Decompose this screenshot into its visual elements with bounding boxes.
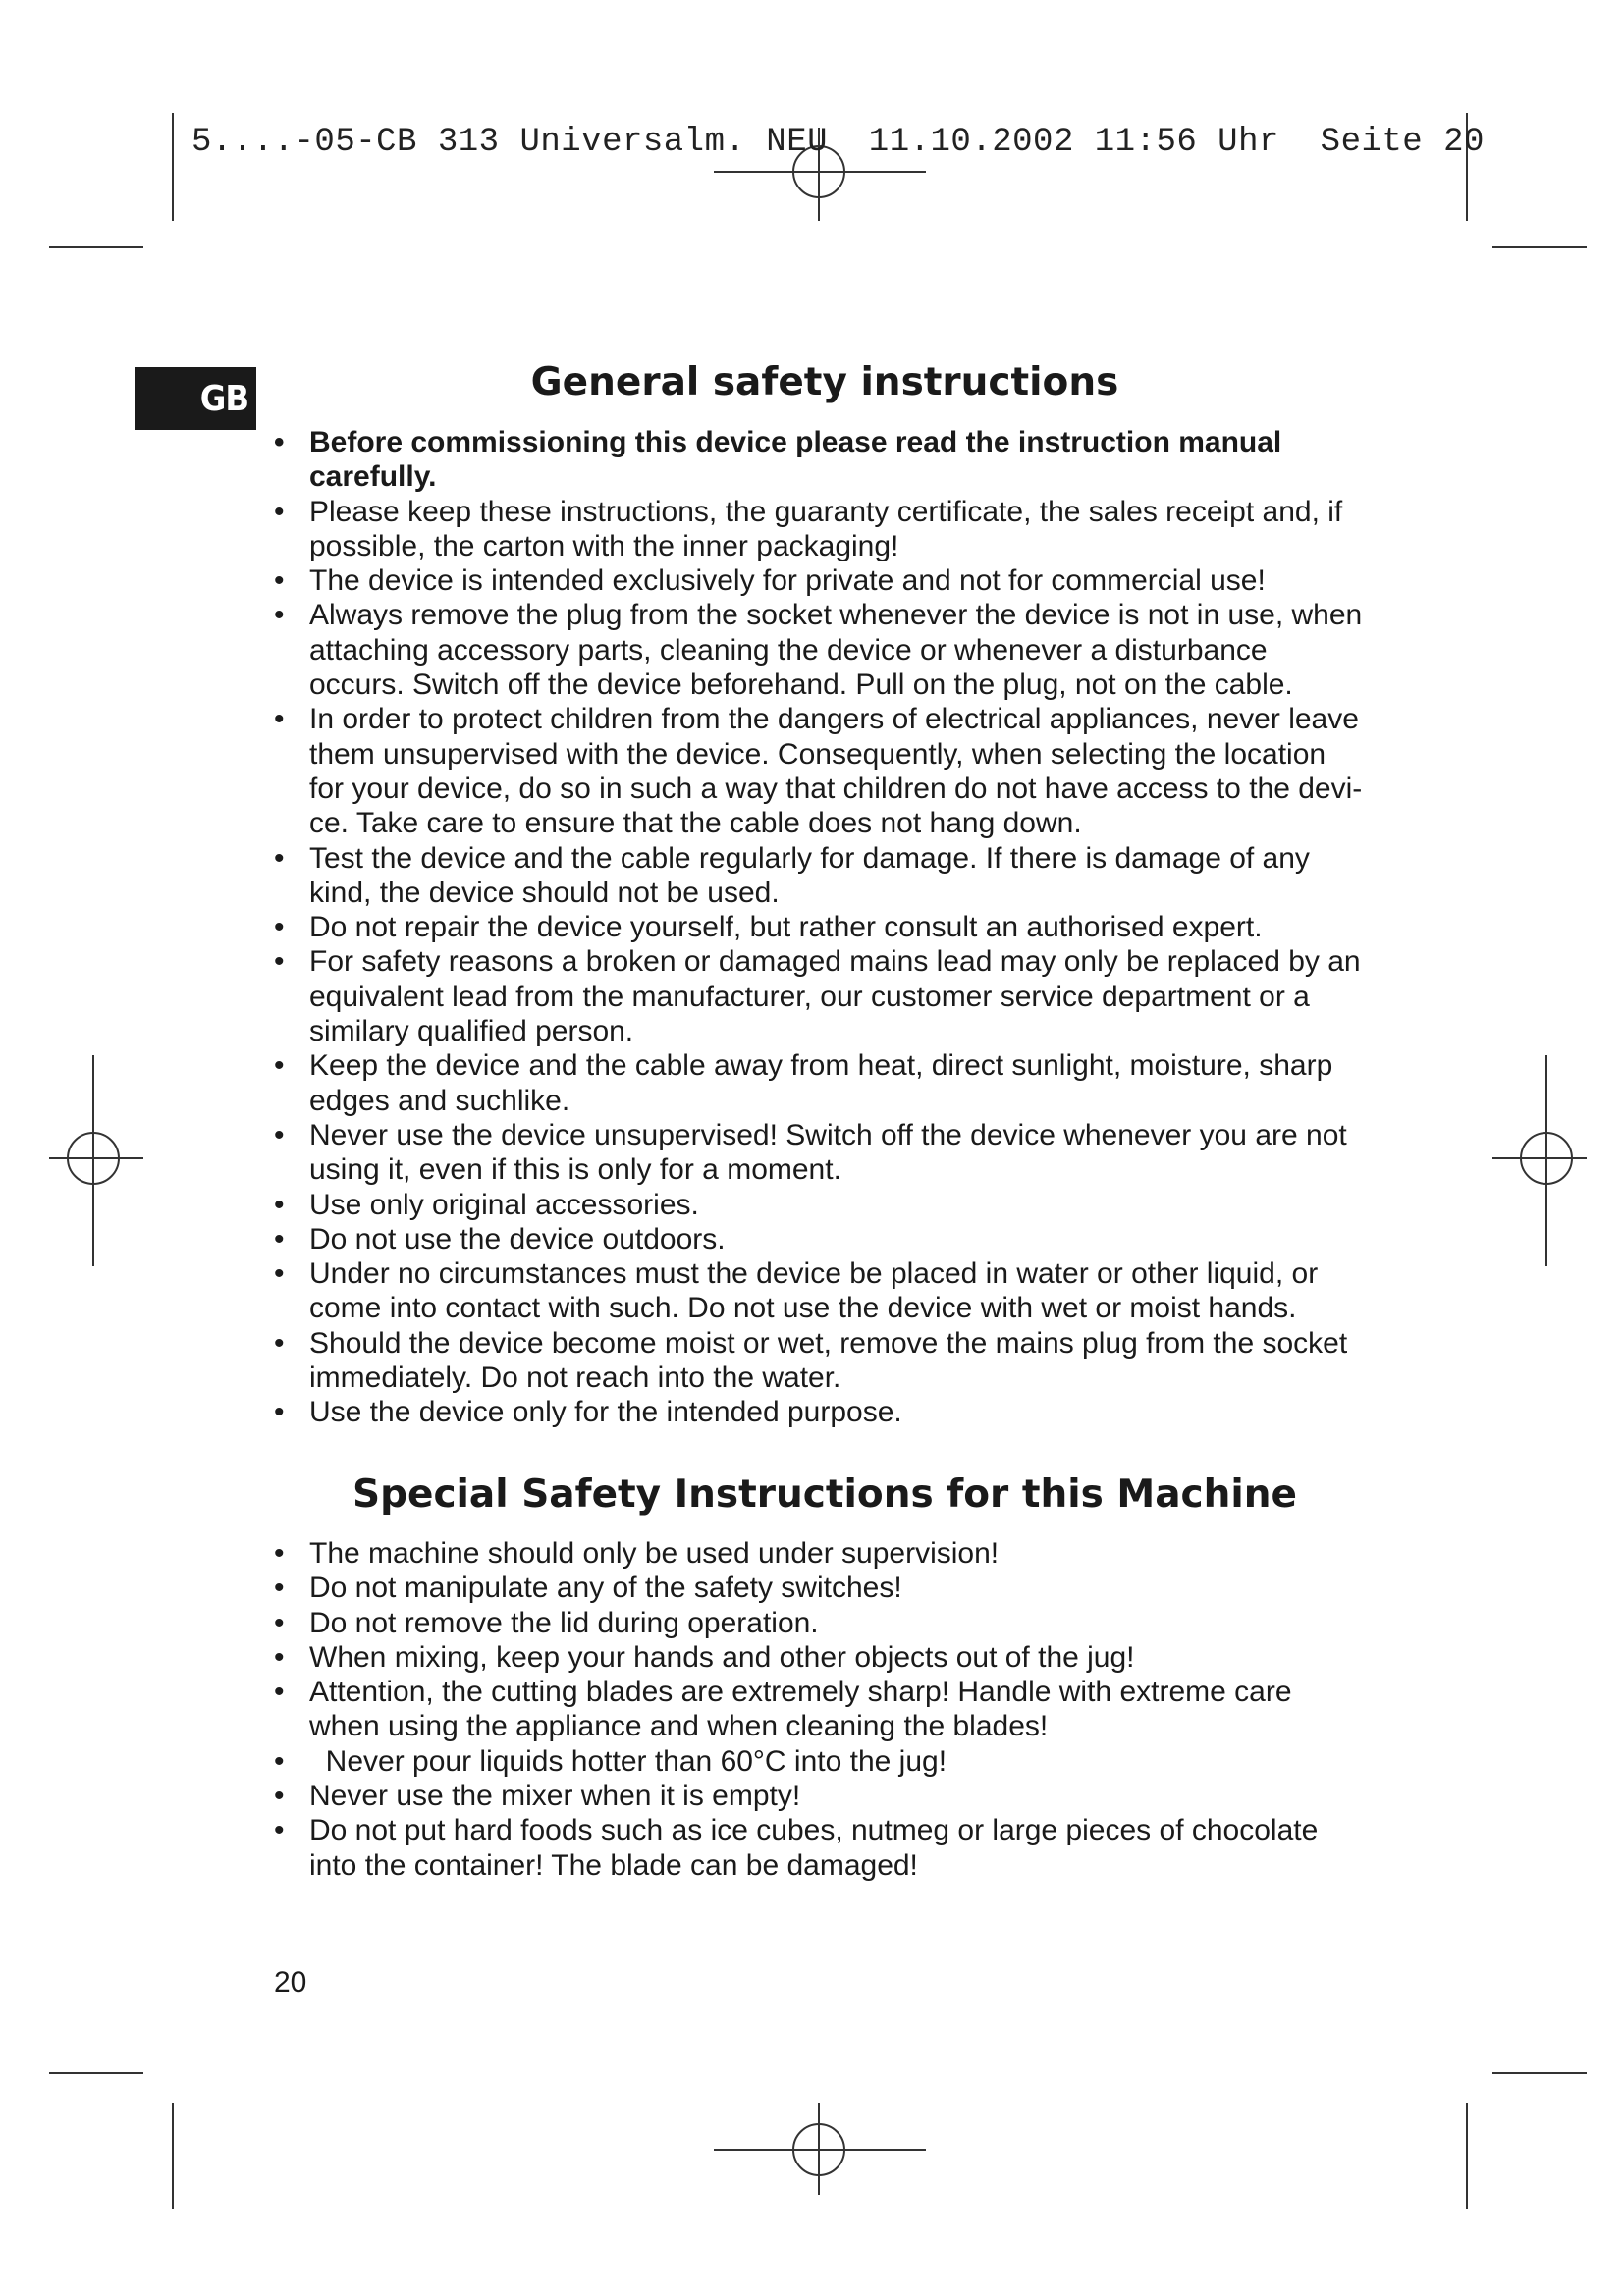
list-item: • The machine should only be used under supervision! bbox=[272, 1536, 1391, 1571]
list-item: • Under no circumstances must the device be placed in water or other liquid, or come into contact with such. Do not use the device with wet or moist hands. bbox=[272, 1256, 1391, 1326]
page-number: 20 bbox=[274, 1966, 307, 1999]
list-item: • Never use the device unsupervised! Switch off the device whenever you are not using it, even if this is only for a moment. bbox=[272, 1118, 1391, 1188]
list-item: • Test the device and the cable regularly for damage. If there is damage of any kind, the device should not be used. bbox=[272, 841, 1391, 911]
special-safety-list bbox=[272, 1536, 1391, 1883]
list-item: • Do not manipulate any of the safety switches! bbox=[272, 1571, 1391, 1605]
list-item: • Never pour liquids hotter than 60°C into the jug! bbox=[272, 1744, 1391, 1779]
list-item: • The device is intended exclusively for private and not for commercial use! bbox=[272, 563, 1391, 598]
list-item: • Attention, the cutting blades are extremely sharp! Handle with extreme care when using the appliance and when cleaning the blades! bbox=[272, 1675, 1391, 1744]
list-item: • Before commissioning this device please read the instruction manual carefully. bbox=[272, 425, 1391, 495]
general-safety-title: General safety instructions bbox=[530, 360, 1119, 404]
list-item: • Use the device only for the intended purpose. bbox=[272, 1395, 1391, 1429]
list-item: • Should the device become moist or wet, remove the mains plug from the socket immediately. Do not reach into the water. bbox=[272, 1326, 1391, 1396]
special-safety-title: Special Safety Instructions for this Machine bbox=[352, 1472, 1297, 1517]
list-item: • Please keep these instructions, the guaranty certificate, the sales receipt and, if possible, the carton with the inner packaging! bbox=[272, 495, 1391, 564]
list-item: • Do not repair the device yourself, but rather consult an authorised expert. bbox=[272, 910, 1391, 944]
list-item: • Use only original accessories. bbox=[272, 1188, 1391, 1222]
list-item: • Do not put hard foods such as ice cubes, nutmeg or large pieces of chocolate into the container! The blade can be damaged! bbox=[272, 1813, 1391, 1883]
list-item: • When mixing, keep your hands and other objects out of the jug! bbox=[272, 1640, 1391, 1675]
language-tab: GB bbox=[135, 367, 256, 430]
list-item: • For safety reasons a broken or damaged mains lead may only be replaced by an equivalent lead from the manufacturer, our customer service department or a similary qualified person. bbox=[272, 944, 1391, 1048]
list-item: • In order to protect children from the dangers of electrical appliances, never leave them unsupervised with the device. Consequently, when selecting the location for your device, do so in such a way that children do not have access to the devi- ce. Take care to ensure that the cable does not hang down. bbox=[272, 702, 1391, 840]
print-slug-header: 5....-05-CB 313 Universalm. NEU 11.10.2002 11:56 Uhr Seite 20 bbox=[191, 124, 1485, 161]
list-item: • Never use the mixer when it is empty! bbox=[272, 1779, 1391, 1813]
list-item: • Keep the device and the cable away from heat, direct sunlight, moisture, sharp edges and suchlike. bbox=[272, 1048, 1391, 1118]
list-item: • Do not use the device outdoors. bbox=[272, 1222, 1391, 1256]
list-item: • Always remove the plug from the socket whenever the device is not in use, when attaching accessory parts, cleaning the device or whenever a disturbance occurs. Switch off the device beforehand. Pull on the plug, not on the cable. bbox=[272, 598, 1391, 702]
list-item: • Do not remove the lid during operation. bbox=[272, 1606, 1391, 1640]
general-safety-list bbox=[272, 425, 1391, 1430]
